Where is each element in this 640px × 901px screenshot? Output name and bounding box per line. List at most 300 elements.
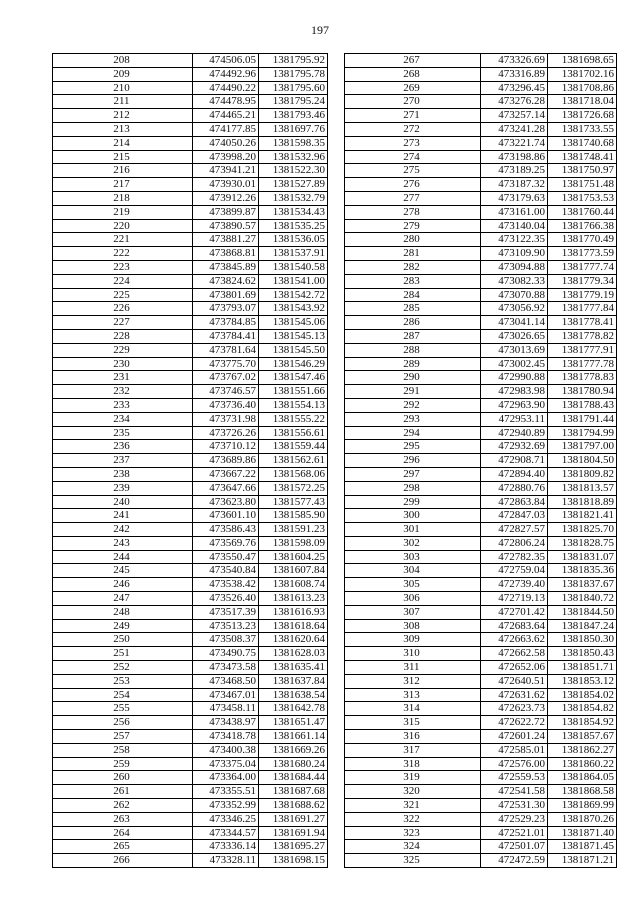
x-coordinate-cell: 473438.97 [193,716,259,730]
table-row [53,564,328,578]
y-coordinate-cell: 1381572.25 [259,481,328,495]
table-row [345,247,617,261]
y-coordinate-cell: 1381687.68 [259,785,328,799]
x-coordinate-cell: 473109.90 [481,247,548,261]
x-coordinate-cell: 473257.14 [481,109,548,123]
x-coordinate-cell: 473647.66 [193,481,259,495]
point-number-cell: 245 [53,564,193,578]
x-coordinate-cell: 473355.51 [193,785,259,799]
table-row [53,702,328,716]
x-coordinate-cell: 473490.75 [193,647,259,661]
y-coordinate-cell: 1381532.96 [259,150,328,164]
table-row [345,205,617,219]
y-coordinate-cell: 1381857.67 [548,730,617,744]
y-coordinate-cell: 1381628.03 [259,647,328,661]
y-coordinate-cell: 1381534.43 [259,205,328,219]
x-coordinate-cell: 472640.51 [481,674,548,688]
y-coordinate-cell: 1381777.84 [548,302,617,316]
point-number-cell: 220 [53,219,193,233]
x-coordinate-cell: 472847.03 [481,509,548,523]
x-coordinate-cell: 473241.28 [481,122,548,136]
point-number-cell: 236 [53,440,193,454]
x-coordinate-cell: 473526.40 [193,592,259,606]
y-coordinate-cell: 1381554.13 [259,398,328,412]
table-row [53,329,328,343]
table-row [345,826,617,840]
table-row [53,178,328,192]
point-number-cell: 240 [53,495,193,509]
x-coordinate-cell: 473736.40 [193,398,259,412]
table-row [345,288,617,302]
table-row [53,122,328,136]
table-row [53,661,328,675]
point-number-cell: 214 [53,136,193,150]
point-number-cell: 215 [53,150,193,164]
x-coordinate-cell: 472782.35 [481,550,548,564]
table-row [53,674,328,688]
x-coordinate-cell: 473296.45 [481,81,548,95]
x-coordinate-cell: 472623.73 [481,702,548,716]
x-coordinate-cell: 472908.71 [481,454,548,468]
y-coordinate-cell: 1381545.50 [259,343,328,357]
y-coordinate-cell: 1381777.74 [548,260,617,274]
point-number-cell: 311 [345,661,481,675]
table-row [345,481,617,495]
point-number-cell: 209 [53,67,193,81]
x-coordinate-cell: 472663.62 [481,633,548,647]
point-number-cell: 212 [53,109,193,123]
y-coordinate-cell: 1381688.62 [259,799,328,813]
table-row [53,605,328,619]
x-coordinate-cell: 473082.33 [481,274,548,288]
table-row [53,136,328,150]
point-number-cell: 303 [345,550,481,564]
point-number-cell: 217 [53,178,193,192]
point-number-cell: 229 [53,343,193,357]
table-row [345,150,617,164]
x-coordinate-cell: 473326.69 [481,54,548,68]
y-coordinate-cell: 1381546.29 [259,357,328,371]
x-coordinate-cell: 474490.22 [193,81,259,95]
y-coordinate-cell: 1381778.41 [548,316,617,330]
y-coordinate-cell: 1381779.34 [548,274,617,288]
point-number-cell: 292 [345,398,481,412]
y-coordinate-cell: 1381795.78 [259,67,328,81]
y-coordinate-cell: 1381847.24 [548,619,617,633]
table-row [345,233,617,247]
y-coordinate-cell: 1381795.24 [259,95,328,109]
y-coordinate-cell: 1381795.92 [259,54,328,68]
x-coordinate-cell: 473508.37 [193,633,259,647]
y-coordinate-cell: 1381753.53 [548,191,617,205]
x-coordinate-cell: 473890.57 [193,219,259,233]
y-coordinate-cell: 1381543.92 [259,302,328,316]
table-row [53,316,328,330]
point-number-cell: 296 [345,454,481,468]
point-number-cell: 226 [53,302,193,316]
x-coordinate-cell: 473746.57 [193,385,259,399]
y-coordinate-cell: 1381618.64 [259,619,328,633]
x-coordinate-cell: 473912.26 [193,191,259,205]
y-coordinate-cell: 1381651.47 [259,716,328,730]
y-coordinate-cell: 1381555.22 [259,412,328,426]
x-coordinate-cell: 473002.45 [481,357,548,371]
table-row [345,771,617,785]
table-row [53,716,328,730]
x-coordinate-cell: 472501.07 [481,840,548,854]
point-number-cell: 310 [345,647,481,661]
x-coordinate-cell: 473140.04 [481,219,548,233]
x-coordinate-cell: 474506.05 [193,54,259,68]
y-coordinate-cell: 1381708.86 [548,81,617,95]
table-row [345,343,617,357]
table-row [345,743,617,757]
point-number-cell: 260 [53,771,193,785]
y-coordinate-cell: 1381637.84 [259,674,328,688]
y-coordinate-cell: 1381844.50 [548,605,617,619]
table-row [345,605,617,619]
y-coordinate-cell: 1381770.49 [548,233,617,247]
table-row [345,688,617,702]
table-row [53,840,328,854]
y-coordinate-cell: 1381870.26 [548,812,617,826]
table-row [53,647,328,661]
x-coordinate-cell: 473352.99 [193,799,259,813]
point-number-cell: 295 [345,440,481,454]
y-coordinate-cell: 1381780.94 [548,385,617,399]
point-number-cell: 299 [345,495,481,509]
y-coordinate-cell: 1381532.79 [259,191,328,205]
y-coordinate-cell: 1381748.41 [548,150,617,164]
x-coordinate-cell: 473336.14 [193,840,259,854]
x-coordinate-cell: 473189.25 [481,164,548,178]
point-number-cell: 248 [53,605,193,619]
table-row [345,592,617,606]
point-number-cell: 210 [53,81,193,95]
x-coordinate-cell: 473179.63 [481,191,548,205]
y-coordinate-cell: 1381777.91 [548,343,617,357]
table-row [53,233,328,247]
y-coordinate-cell: 1381825.70 [548,523,617,537]
x-coordinate-cell: 472521.01 [481,826,548,840]
point-number-cell: 322 [345,812,481,826]
point-number-cell: 268 [345,67,481,81]
point-number-cell: 251 [53,647,193,661]
y-coordinate-cell: 1381828.75 [548,536,617,550]
point-number-cell: 225 [53,288,193,302]
point-number-cell: 258 [53,743,193,757]
table-row [53,578,328,592]
point-number-cell: 264 [53,826,193,840]
x-coordinate-cell: 473458.11 [193,702,259,716]
table-row [53,757,328,771]
x-coordinate-cell: 473198.86 [481,150,548,164]
table-row [53,95,328,109]
y-coordinate-cell: 1381795.60 [259,81,328,95]
table-row [345,785,617,799]
x-coordinate-cell: 472894.40 [481,467,548,481]
point-number-cell: 318 [345,757,481,771]
y-coordinate-cell: 1381577.43 [259,495,328,509]
x-coordinate-cell: 473122.35 [481,233,548,247]
y-coordinate-cell: 1381869.99 [548,799,617,813]
x-coordinate-cell: 472472.59 [481,854,548,868]
y-coordinate-cell: 1381635.41 [259,661,328,675]
x-coordinate-cell: 473941.21 [193,164,259,178]
point-number-cell: 288 [345,343,481,357]
x-coordinate-cell: 473767.02 [193,371,259,385]
table-row [53,440,328,454]
table-row [345,840,617,854]
x-coordinate-cell: 473824.62 [193,274,259,288]
y-coordinate-cell: 1381840.72 [548,592,617,606]
point-number-cell: 301 [345,523,481,537]
x-coordinate-cell: 472662.58 [481,647,548,661]
table-row [345,191,617,205]
y-coordinate-cell: 1381642.78 [259,702,328,716]
table-row [345,454,617,468]
y-coordinate-cell: 1381598.35 [259,136,328,150]
x-coordinate-cell: 473845.89 [193,260,259,274]
table-row [345,854,617,868]
point-number-cell: 286 [345,316,481,330]
point-number-cell: 234 [53,412,193,426]
x-coordinate-cell: 473550.47 [193,550,259,564]
point-number-cell: 283 [345,274,481,288]
point-number-cell: 238 [53,467,193,481]
y-coordinate-cell: 1381791.44 [548,412,617,426]
table-row [345,122,617,136]
table-row [345,95,617,109]
coordinates-table-right [344,53,617,868]
point-number-cell: 320 [345,785,481,799]
table-row [345,619,617,633]
x-coordinate-cell: 472827.57 [481,523,548,537]
y-coordinate-cell: 1381813.57 [548,481,617,495]
x-coordinate-cell: 472541.58 [481,785,548,799]
y-coordinate-cell: 1381773.59 [548,247,617,261]
y-coordinate-cell: 1381871.45 [548,840,617,854]
y-coordinate-cell: 1381854.02 [548,688,617,702]
table-row [53,854,328,868]
point-number-cell: 265 [53,840,193,854]
point-number-cell: 281 [345,247,481,261]
table-row [345,67,617,81]
x-coordinate-cell: 474177.85 [193,122,259,136]
table-row [345,357,617,371]
table-row [53,826,328,840]
x-coordinate-cell: 472719.13 [481,592,548,606]
point-number-cell: 231 [53,371,193,385]
point-number-cell: 273 [345,136,481,150]
x-coordinate-cell: 473899.87 [193,205,259,219]
x-coordinate-cell: 472932.69 [481,440,548,454]
point-number-cell: 261 [53,785,193,799]
point-number-cell: 244 [53,550,193,564]
x-coordinate-cell: 472940.89 [481,426,548,440]
x-coordinate-cell: 473667.22 [193,467,259,481]
table-row [53,633,328,647]
y-coordinate-cell: 1381541.00 [259,274,328,288]
point-number-cell: 263 [53,812,193,826]
y-coordinate-cell: 1381527.89 [259,178,328,192]
point-number-cell: 285 [345,302,481,316]
x-coordinate-cell: 473221.74 [481,136,548,150]
table-row [345,136,617,150]
y-coordinate-cell: 1381871.21 [548,854,617,868]
point-number-cell: 319 [345,771,481,785]
y-coordinate-cell: 1381794.99 [548,426,617,440]
table-row [345,647,617,661]
table-row [345,509,617,523]
y-coordinate-cell: 1381585.90 [259,509,328,523]
y-coordinate-cell: 1381547.46 [259,371,328,385]
table-row [53,550,328,564]
table-row [53,54,328,68]
table-row [53,343,328,357]
table-row [53,205,328,219]
x-coordinate-cell: 473710.12 [193,440,259,454]
table-row [53,274,328,288]
point-number-cell: 257 [53,730,193,744]
point-number-cell: 228 [53,329,193,343]
y-coordinate-cell: 1381779.19 [548,288,617,302]
x-coordinate-cell: 472631.62 [481,688,548,702]
x-coordinate-cell: 473538.42 [193,578,259,592]
table-row [345,109,617,123]
table-row [345,178,617,192]
y-coordinate-cell: 1381788.43 [548,398,617,412]
y-coordinate-cell: 1381751.48 [548,178,617,192]
x-coordinate-cell: 473726.26 [193,426,259,440]
table-row [53,302,328,316]
table-row [345,674,617,688]
table-row [345,81,617,95]
table-row [345,426,617,440]
table-row [345,564,617,578]
y-coordinate-cell: 1381562.61 [259,454,328,468]
table-row [345,702,617,716]
page-number: 197 [311,23,329,37]
table-row [53,191,328,205]
point-number-cell: 243 [53,536,193,550]
table-row [53,150,328,164]
point-number-cell: 242 [53,523,193,537]
table-row [53,619,328,633]
table-row [53,481,328,495]
point-number-cell: 266 [53,854,193,868]
y-coordinate-cell: 1381853.12 [548,674,617,688]
table-row [53,426,328,440]
x-coordinate-cell: 473569.76 [193,536,259,550]
y-coordinate-cell: 1381835.36 [548,564,617,578]
x-coordinate-cell: 473540.84 [193,564,259,578]
y-coordinate-cell: 1381691.94 [259,826,328,840]
y-coordinate-cell: 1381868.58 [548,785,617,799]
y-coordinate-cell: 1381613.23 [259,592,328,606]
point-number-cell: 241 [53,509,193,523]
x-coordinate-cell: 472990.88 [481,371,548,385]
y-coordinate-cell: 1381760.44 [548,205,617,219]
table-row [53,799,328,813]
x-coordinate-cell: 472739.40 [481,578,548,592]
point-number-cell: 271 [345,109,481,123]
x-coordinate-cell: 472983.98 [481,385,548,399]
table-row [345,633,617,647]
x-coordinate-cell: 473731.98 [193,412,259,426]
point-number-cell: 284 [345,288,481,302]
table-row [53,743,328,757]
point-number-cell: 262 [53,799,193,813]
point-number-cell: 294 [345,426,481,440]
y-coordinate-cell: 1381551.66 [259,385,328,399]
point-number-cell: 219 [53,205,193,219]
point-number-cell: 293 [345,412,481,426]
point-number-cell: 227 [53,316,193,330]
table-row [345,371,617,385]
x-coordinate-cell: 473056.92 [481,302,548,316]
y-coordinate-cell: 1381598.09 [259,536,328,550]
point-number-cell: 254 [53,688,193,702]
y-coordinate-cell: 1381537.91 [259,247,328,261]
point-number-cell: 250 [53,633,193,647]
x-coordinate-cell: 474492.96 [193,67,259,81]
x-coordinate-cell: 473344.57 [193,826,259,840]
x-coordinate-cell: 473689.86 [193,454,259,468]
table-row [53,412,328,426]
point-number-cell: 224 [53,274,193,288]
x-coordinate-cell: 472683.64 [481,619,548,633]
point-number-cell: 278 [345,205,481,219]
point-number-cell: 306 [345,592,481,606]
table-row [345,385,617,399]
x-coordinate-cell: 473026.65 [481,329,548,343]
x-coordinate-cell: 473586.43 [193,523,259,537]
point-number-cell: 312 [345,674,481,688]
y-coordinate-cell: 1381638.54 [259,688,328,702]
y-coordinate-cell: 1381831.07 [548,550,617,564]
x-coordinate-cell: 472652.06 [481,661,548,675]
table-row [345,730,617,744]
point-number-cell: 275 [345,164,481,178]
point-number-cell: 324 [345,840,481,854]
y-coordinate-cell: 1381680.24 [259,757,328,771]
table-row [345,757,617,771]
x-coordinate-cell: 473781.64 [193,343,259,357]
y-coordinate-cell: 1381697.76 [259,122,328,136]
point-number-cell: 256 [53,716,193,730]
table-row [345,219,617,233]
table-row [345,329,617,343]
point-number-cell: 291 [345,385,481,399]
y-coordinate-cell: 1381804.50 [548,454,617,468]
x-coordinate-cell: 473070.88 [481,288,548,302]
x-coordinate-cell: 472880.76 [481,481,548,495]
table-row [345,661,617,675]
y-coordinate-cell: 1381702.16 [548,67,617,81]
point-number-cell: 230 [53,357,193,371]
point-number-cell: 325 [345,854,481,868]
table-row [53,357,328,371]
point-number-cell: 304 [345,564,481,578]
y-coordinate-cell: 1381726.68 [548,109,617,123]
table-row [345,716,617,730]
table-row [53,288,328,302]
point-number-cell: 307 [345,605,481,619]
point-number-cell: 255 [53,702,193,716]
point-number-cell: 253 [53,674,193,688]
table-row [53,260,328,274]
